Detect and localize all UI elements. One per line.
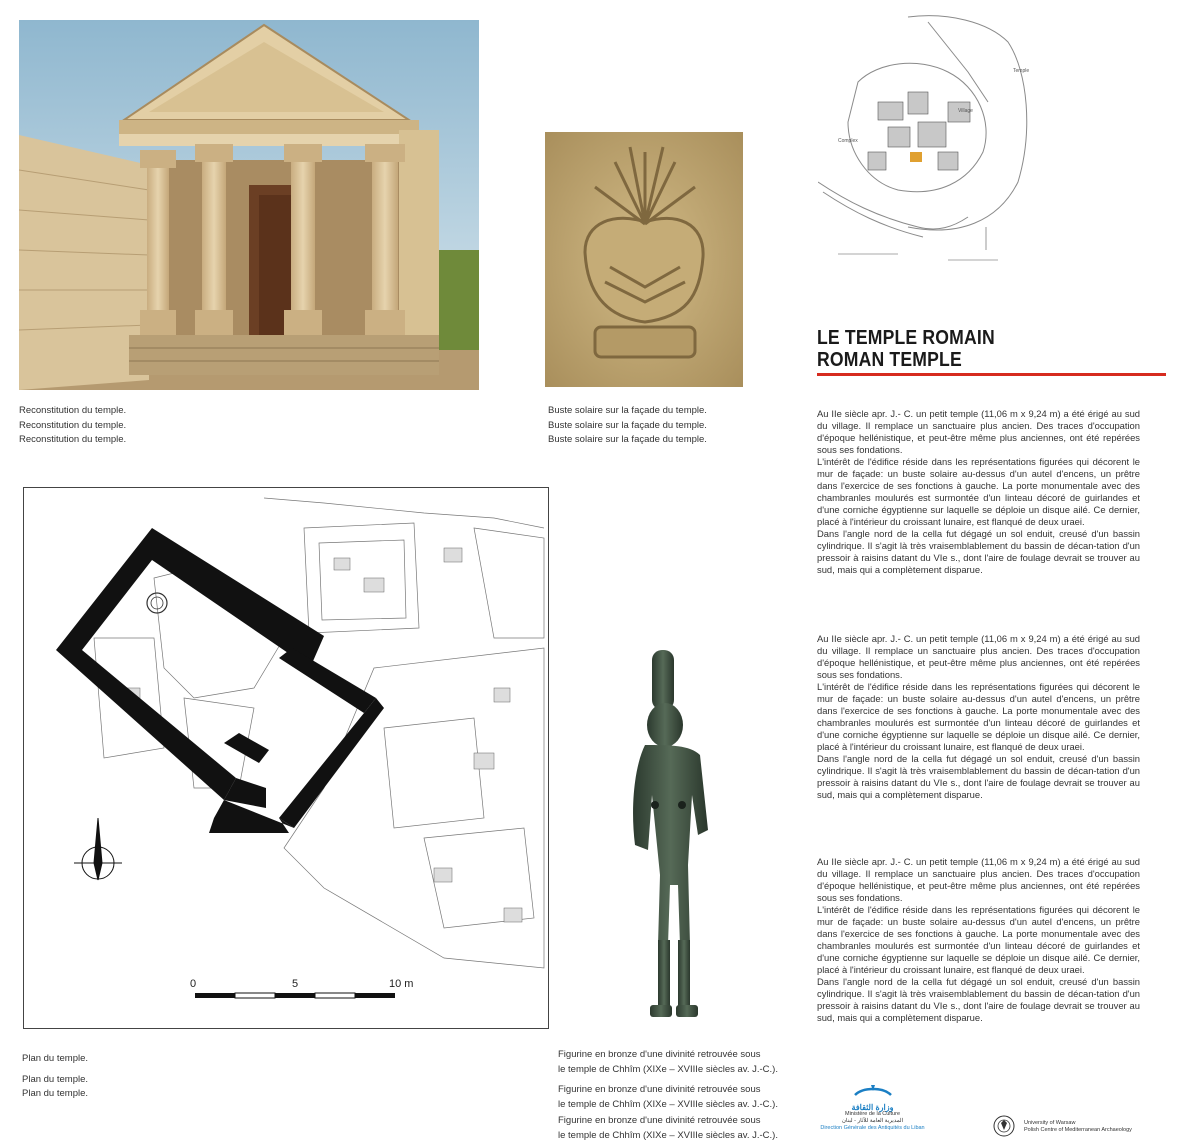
caption-line: Reconstitution du temple. <box>19 405 127 416</box>
university-seal-icon <box>992 1114 1016 1138</box>
caption-line: Plan du temple. <box>22 1073 89 1085</box>
text-block-2: Au IIe siècle apr. J.- C. un petit temple (11,06 m x 9,24 m) a été érigé au sud du village. Il remplace un sanctuaire plus ancien. Des traces d'occupation d'époque hellénistique, et peut-être même plus anciennes, ont été repérées sous ses fondations. L'intérêt de l'édifice réside dans les représentations figurées qui décorent le mur de façade: un buste solaire au-dessus d'un autel d'encens, un prêtre dans l'exercice de ses fonctions à gauche. La porte monumentale avec des chambranles moulurés est surmontée d'un linteau décoré de guirlandes et d'une corniche égyptienne sur laquelle se déploie un disque ailé. Ce dernier, placé à l'intérieur du croissant lunaire, est flanqué de deux uraei. Dans l'angle nord de la cella fut dégagé un sol enduit, creusé d'un bassin cylindrique. Il s'agit là très vraisemblablement du bassin de décan-tation d'un pressoir à raisins datant du VIe s., dont l'aire de foulage devrait se trouver au sud, mais qui a complètement disparue. <box>817 633 1140 800</box>
temple-reconstruction-image <box>19 20 479 390</box>
temple-caption <box>19 404 126 448</box>
ministry-emblem-icon <box>853 1083 893 1099</box>
svg-text:Temple: Temple <box>1013 68 1030 74</box>
solar-bust-image <box>545 132 743 387</box>
caption-line: Buste solaire sur la façade du temple. <box>548 405 707 416</box>
text-block-1: Au IIe siècle apr. J.- C. un petit temple (11,06 m x 9,24 m) a été érigé au sud du village. Il remplace un sanctuaire plus ancien. Des traces d'occupation d'époque hellénistique, et peut-être même plus anciennes, ont été repérées sous ses fondations. L'intérêt de l'édifice réside dans les représentations figurées qui décorent le mur de façade: un buste solaire au-dessus d'un autel d'encens, un prêtre dans l'exercice de ses fonctions à gauche. La porte monumentale avec des chambranles moulurés est surmontée d'un linteau décoré de guirlandes et d'une corniche égyptienne sur laquelle se déploie un disque ailé. Ce dernier, placé à l'intérieur du croissant lunaire, est flanqué de deux uraei. Dans l'angle nord de la cella fut dégagé un sol enduit, creusé d'un bassin cylindrique. Il s'agit là très vraisemblablement du bassin de décan-tation d'un pressoir à raisins datant du VIe s., dont l'aire de foulage devrait se trouver au sud, mais qui a complètement disparue. <box>817 408 1140 575</box>
scale-label-0: 0 <box>190 978 197 990</box>
caption-line: Reconstitution du temple. <box>19 434 127 445</box>
scale-label-5: 5 <box>292 978 299 990</box>
warsaw-line2: Polish Centre of Mediterranean Archaeology <box>1024 1127 1132 1133</box>
page-title-en: ROMAN TEMPLE <box>817 349 962 371</box>
ministry-arabic: وزارة الثقافة <box>851 1103 894 1112</box>
ministry-logo <box>815 1083 930 1143</box>
ministry-name: Ministère de la Culture <box>844 1111 901 1117</box>
ministry-arabic-2: المديرية العامة للآثار - لبنان <box>841 1118 904 1124</box>
bronze-figurine-image <box>620 645 740 1030</box>
caption-line: Figurine en bronze d'une divinité retrouvée sous le temple de Chhîm (XIXe – XVIIIe siècles av. J.-C.). <box>558 1084 778 1110</box>
svg-text:Village: Village <box>958 108 973 114</box>
plan-caption <box>22 1052 88 1102</box>
text-block-3: Au IIe siècle apr. J.- C. un petit temple (11,06 m x 9,24 m) a été érigé au sud du village. Il remplace un sanctuaire plus ancien. Des traces d'occupation d'époque hellénistique, et peut-être même plus anciennes, ont été repérées sous ses fondations. L'intérêt de l'édifice réside dans les représentations figurées qui décorent le mur de façade: un buste solaire au-dessus d'un autel d'encens, un prêtre dans l'exercice de ses fonctions à gauche. La porte monumentale avec des chambranles moulurés est surmontée d'un linteau décoré de guirlandes et d'une corniche égyptienne sur laquelle se déploie un disque ailé. Ce dernier, placé à l'intérieur du croissant lunaire, est flanqué de deux uraei. Dans l'angle nord de la cella fut dégagé un sol enduit, creusé d'un bassin cylindrique. Il s'agit là très vraisemblablement du bassin de décan-tation d'un pressoir à raisins datant du VIe s., dont l'aire de foulage devrait se trouver au sud, mais qui a complètement disparue. <box>817 856 1140 1023</box>
figurine-caption <box>558 1048 778 1143</box>
title-rule <box>817 373 1166 376</box>
scale-label-10: 10 m <box>389 978 414 990</box>
warsaw-line1: University of Warsaw <box>1024 1120 1076 1126</box>
caption-line: Plan du temple. <box>22 1088 89 1099</box>
bust-caption <box>548 404 707 448</box>
temple-plan-image <box>23 487 549 1029</box>
dga-name: Direction Générale des Antiquités du Liban <box>820 1125 925 1131</box>
warsaw-logo <box>992 1114 1162 1140</box>
caption-line: Reconstitution du temple. <box>19 419 127 431</box>
svg-text:Complex: Complex <box>838 138 858 144</box>
caption-line: Figurine en bronze d'une divinité retrouvée sous le temple de Chhîm (XIXe – XVIIIe siècles av. J.-C.). <box>558 1115 778 1141</box>
page-title-fr: LE TEMPLE ROMAIN <box>817 327 995 349</box>
caption-line: Buste solaire sur la façade du temple. <box>548 434 707 445</box>
site-map-image <box>818 12 1048 267</box>
caption-line: Plan du temple. <box>22 1053 89 1064</box>
caption-line: Buste solaire sur la façade du temple. <box>548 419 707 431</box>
caption-line: Figurine en bronze d'une divinité retrouvée sous le temple de Chhîm (XIXe – XVIIIe siècles av. J.-C.). <box>558 1049 778 1075</box>
